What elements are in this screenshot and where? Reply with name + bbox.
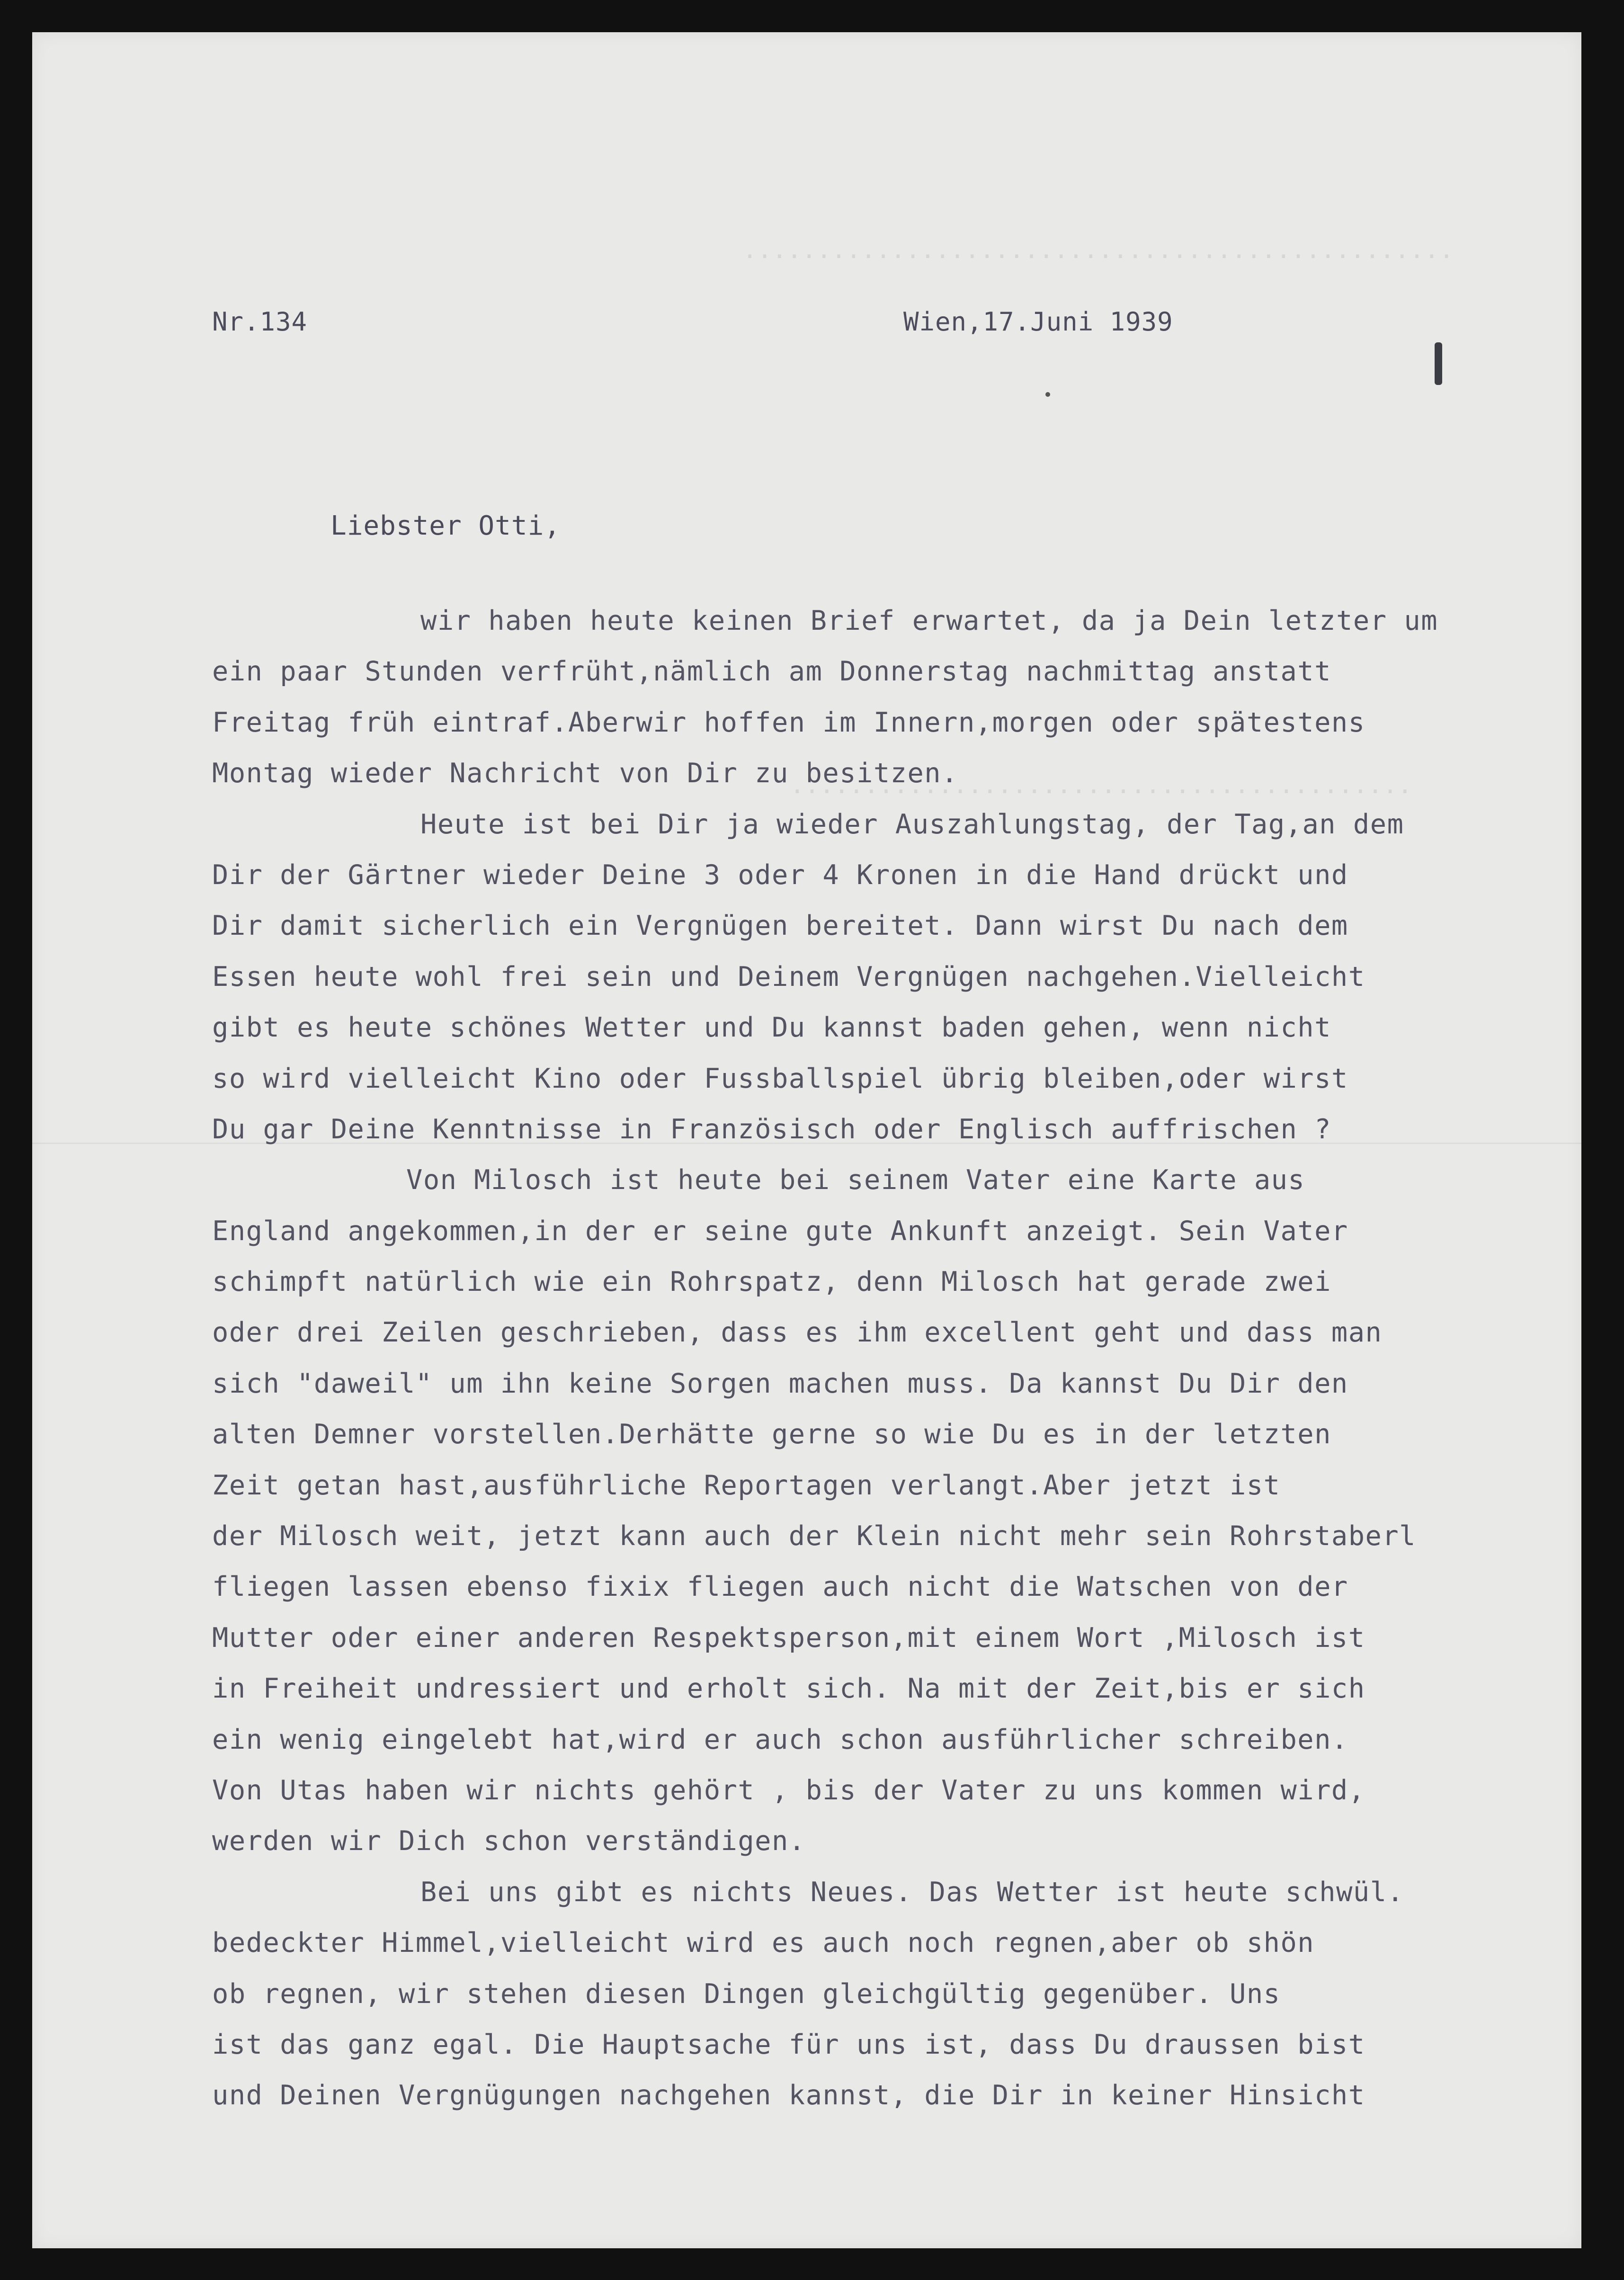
text-line: so wird vielleicht Kino oder Fussballspiel übrig bleiben,oder wirst bbox=[212, 1063, 1348, 1094]
text-line: Von Utas haben wir nichts gehört , bis der Vater zu uns kommen wird, bbox=[212, 1774, 1365, 1806]
text-line: ein wenig eingelebt hat,wird er auch schon ausführlicher schreiben. bbox=[212, 1724, 1348, 1755]
text-line: und Deinen Vergnügungen nachgehen kannst, die Dir in keiner Hinsicht bbox=[212, 2080, 1365, 2111]
text-line: Heute ist bei Dir ja wieder Auszahlungstag, der Tag,an dem bbox=[420, 808, 1404, 840]
text-line: der Milosch weit, jetzt kann auch der Klein nicht mehr sein Rohrstaberl bbox=[212, 1520, 1416, 1552]
text-line: ist das ganz egal. Die Hauptsache für uns ist, dass Du draussen bist bbox=[212, 2029, 1365, 2060]
text-line: Freitag früh eintraf.Aberwir hoffen im Innern,morgen oder spätestens bbox=[212, 706, 1365, 738]
text-line: Du gar Deine Kenntnisse in Französisch oder Englisch auffrischen ? bbox=[212, 1113, 1331, 1145]
bleed-through-text: ................................................ bbox=[742, 236, 1454, 264]
text-line: in Freiheit undressiert und erholt sich. Na mit der Zeit,bis er sich bbox=[212, 1673, 1365, 1705]
ink-mark bbox=[1435, 342, 1442, 385]
letter-number: Nr.134 bbox=[212, 307, 308, 337]
salutation: Liebster Otti, bbox=[330, 510, 561, 541]
ink-dot bbox=[1045, 392, 1050, 397]
text-line: sich "daweil" um ihn keine Sorgen machen muss. Da kannst Du Dir den bbox=[212, 1368, 1348, 1399]
text-line: Bei uns gibt es nichts Neues. Das Wetter ist heute schwül. bbox=[420, 1876, 1404, 1908]
text-line: Dir der Gärtner wieder Deine 3 oder 4 Kronen in die Hand drückt und bbox=[212, 859, 1348, 891]
letter-date: Wien,17.Juni 1939 bbox=[903, 307, 1173, 337]
text-line: Montag wieder Nachricht von Dir zu besitzen. bbox=[212, 758, 958, 789]
text-line: bedeckter Himmel,vielleicht wird es auch noch regnen,aber ob shön bbox=[212, 1927, 1315, 1959]
text-line: gibt es heute schönes Wetter und Du kannst baden gehen, wenn nicht bbox=[212, 1012, 1331, 1044]
text-line: fliegen lassen ebenso fixix fliegen auch nicht die Watschen von der bbox=[212, 1571, 1348, 1603]
text-line: ein paar Stunden verfrüht,nämlich am Donnerstag nachmittag anstatt bbox=[212, 656, 1331, 688]
letter-body bbox=[212, 596, 1576, 2121]
bleed-through-text: .......................................... bbox=[790, 771, 1412, 799]
text-line: werden wir Dich schon verständigen. bbox=[212, 1825, 806, 1857]
text-line: Zeit getan hast,ausführliche Reportagen verlangt.Aber jetzt ist bbox=[212, 1469, 1281, 1501]
text-line: wir haben heute keinen Brief erwartet, da ja Dein letzter um bbox=[420, 605, 1438, 636]
text-line: Mutter oder einer anderen Respektsperson,mit einem Wort ,Milosch ist bbox=[212, 1622, 1365, 1654]
text-line: Von Milosch ist heute bei seinem Vater eine Karte aus bbox=[406, 1164, 1305, 1196]
text-line: ob regnen, wir stehen diesen Dingen gleichgültig gegenüber. Uns bbox=[212, 1978, 1281, 2010]
text-line: Dir damit sicherlich ein Vergnügen bereitet. Dann wirst Du nach dem bbox=[212, 910, 1348, 942]
text-line: alten Demner vorstellen.Derhätte gerne so wie Du es in der letzten bbox=[212, 1419, 1331, 1450]
letter-page bbox=[32, 32, 1581, 2248]
text-line: Essen heute wohl frei sein und Deinem Vergnügen nachgehen.Vielleicht bbox=[212, 961, 1365, 992]
text-line: oder drei Zeilen geschrieben, dass es ihm excellent geht und dass man bbox=[212, 1317, 1383, 1349]
text-line: England angekommen,in der er seine gute Ankunft anzeigt. Sein Vater bbox=[212, 1215, 1348, 1247]
text-line: schimpft natürlich wie ein Rohrspatz, denn Milosch hat gerade zwei bbox=[212, 1266, 1331, 1298]
